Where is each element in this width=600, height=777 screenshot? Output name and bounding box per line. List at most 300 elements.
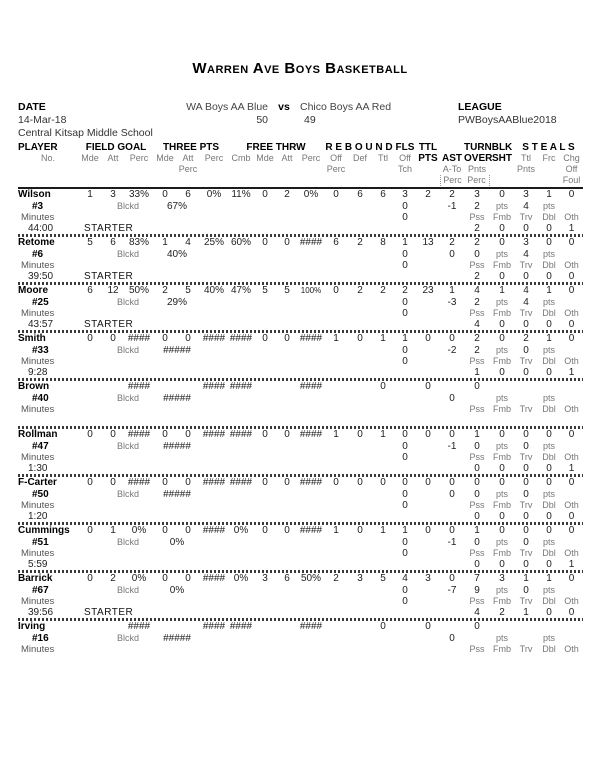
combined-perc: 11% [231, 189, 251, 200]
fg-made [78, 381, 102, 393]
blocked-label: Blckd [116, 297, 139, 307]
to-fumble-count [490, 655, 514, 666]
fouls-off: 0 [402, 537, 408, 548]
pts-unit-label: pts [542, 393, 555, 403]
tp-made: 1 [162, 237, 168, 248]
fouls-tech [394, 644, 416, 655]
to-other-count: 0 [568, 319, 575, 330]
to-pass-count: 4 [474, 319, 480, 330]
assist-to-ratio: 0 [449, 393, 455, 404]
assists [440, 381, 464, 393]
tp-att [176, 621, 200, 633]
player-row-line1 [18, 237, 583, 249]
tp-att-perc: 0% [169, 537, 185, 548]
pts-unit-label: pts [495, 489, 508, 499]
player-row-line3 [18, 212, 583, 223]
tp-made: 0 [162, 525, 168, 536]
to-fumble-label: Fmb [493, 452, 511, 462]
header-cell-mde: Mde [81, 153, 99, 163]
assist-to-ratio: -7 [447, 585, 457, 596]
combined-perc: #### [229, 477, 253, 488]
to-double-count: 0 [546, 223, 552, 234]
header-cell-cmb: Cmb [231, 153, 251, 163]
player-row-line3 [18, 404, 583, 415]
player-row-line4 [18, 271, 583, 282]
assists: 2 [449, 237, 455, 248]
blocked-shots [490, 381, 514, 393]
header-cell-mde: Mde [156, 153, 174, 163]
fouls-off [394, 633, 416, 644]
pts-unit-label: pts [495, 393, 508, 403]
player-row-line2 [18, 489, 583, 500]
to-double-count: 0 [546, 559, 552, 570]
to-travel-label: Trv [519, 452, 533, 462]
player-row-line4 [18, 511, 583, 522]
tp-made: 0 [162, 573, 168, 584]
team1-name: WA Boys AA Blue [186, 101, 268, 113]
fouls [394, 381, 416, 393]
turnovers: 7 [474, 573, 480, 584]
fouls: 0 [402, 429, 408, 440]
fg-att: 0 [110, 477, 116, 488]
ft-att: 0 [284, 237, 290, 248]
reb-off: 1 [333, 429, 339, 440]
charges: 0 [568, 333, 575, 344]
tp-perc: #### [202, 525, 226, 536]
charges: 0 [568, 477, 575, 488]
header-cell-off: Off [399, 153, 411, 163]
player-row-line1 [18, 381, 583, 393]
to-double-count: 0 [546, 367, 552, 378]
tp-perc: 40% [203, 285, 224, 296]
to-travel-count [514, 655, 538, 666]
to-pass-count [464, 415, 490, 426]
reb-off: 1 [333, 525, 339, 536]
total-points: 13 [422, 237, 434, 248]
to-double-label: Dbl [542, 452, 556, 462]
fouls-tech: 0 [402, 548, 408, 559]
to-double-label: Dbl [542, 260, 556, 270]
reb-def: 0 [357, 477, 363, 488]
charges [560, 381, 583, 393]
header-cell-att: Att [281, 153, 293, 163]
minutes-label: Minutes [21, 548, 55, 559]
date-label: DATE [18, 101, 46, 113]
steal-points: 4 [523, 249, 529, 260]
header-cell-ttl: TTL [418, 142, 438, 153]
turnover-points: 0 [474, 441, 480, 452]
tp-perc: #### [202, 381, 226, 392]
player-row-line2 [18, 585, 583, 596]
pts-unit-label: pts [542, 633, 555, 643]
assists: 0 [449, 429, 455, 440]
to-other-label: Oth [564, 212, 579, 222]
fg-made: 0 [87, 525, 93, 536]
tp-att-perc: ##### [163, 393, 191, 404]
player-row-line1 [18, 573, 583, 585]
venue: Central Kitsap Middle School [18, 127, 153, 139]
fg-made: 0 [87, 573, 93, 584]
fouls-off: 0 [402, 345, 408, 356]
to-pass-label: Pss [469, 548, 485, 558]
fouls: 0 [402, 477, 408, 488]
reb-def: 0 [357, 333, 363, 344]
to-pass-label: Pss [469, 260, 485, 270]
to-travel-count: 0 [523, 511, 529, 522]
to-double-label: Dbl [542, 644, 556, 654]
pts-unit-label: pts [542, 537, 555, 547]
fg-perc: 0% [131, 525, 147, 536]
to-fumble-count [490, 415, 514, 426]
to-pass-label: Pss [469, 212, 485, 222]
turnover-points [464, 393, 490, 404]
player-number: #16 [32, 633, 49, 644]
to-travel-count: 0 [523, 223, 529, 234]
to-other-count [560, 655, 583, 666]
turnovers: 0 [474, 621, 480, 632]
reb-off: 1 [333, 333, 339, 344]
ft-att: 0 [284, 477, 290, 488]
player-row-line4 [18, 655, 583, 666]
to-travel-label: Trv [519, 308, 533, 318]
header-row2 [18, 153, 583, 164]
minutes-value [18, 415, 78, 426]
steals-forced: 1 [546, 573, 552, 584]
date-block [18, 101, 153, 140]
header-cell-pnts: Pnts [467, 164, 486, 174]
reb-total: 0 [380, 621, 386, 632]
to-other-count: 1 [568, 367, 575, 378]
assist-to-ratio: 0 [449, 489, 455, 500]
to-double-label: Dbl [542, 404, 556, 414]
header-cell-ttl: Ttl [378, 153, 388, 163]
header-cell-three-pts: THREE PTS [162, 142, 220, 153]
turnover-points: 2 [474, 297, 480, 308]
steal-points [514, 393, 538, 404]
assist-to-ratio: -1 [447, 537, 457, 548]
to-fumble-label: Fmb [493, 548, 511, 558]
minutes-label: Minutes [21, 260, 55, 271]
pts-unit-label: pts [542, 585, 555, 595]
reb-def: 2 [357, 285, 363, 296]
fg-att [102, 381, 124, 393]
header-cell-field-goal: FIELD GOAL [85, 142, 147, 153]
fg-att: 3 [110, 189, 116, 200]
player-number: #6 [32, 249, 44, 260]
to-fumble-label: Fmb [493, 212, 511, 222]
fouls-off [394, 393, 416, 404]
player-number: #47 [32, 441, 49, 452]
to-travel-label: Trv [519, 548, 533, 558]
ft-made [254, 381, 276, 393]
league-label: LEAGUE [458, 101, 502, 113]
to-pass-label: Pss [469, 596, 485, 606]
to-fumble-count: 0 [499, 319, 505, 330]
fg-made: 0 [87, 429, 93, 440]
tp-att: 0 [185, 525, 191, 536]
pts-unit-label: pts [495, 537, 508, 547]
tp-att-perc: 0% [169, 585, 185, 596]
minutes-label: Minutes [21, 308, 55, 319]
assists: 1 [449, 285, 455, 296]
header-row4 [18, 175, 583, 186]
fg-made: 6 [87, 285, 93, 296]
tp-att-perc: ##### [163, 633, 191, 644]
blocked-shots: 0 [499, 237, 505, 248]
assists: 2 [449, 189, 455, 200]
minutes-label: Minutes [21, 596, 55, 607]
to-fumble-label: Fmb [493, 260, 511, 270]
blocked-shots: 3 [499, 573, 505, 584]
header-cell-def: Def [352, 153, 367, 163]
fg-made: 1 [87, 189, 93, 200]
pts-unit-label: pts [495, 345, 508, 355]
fouls-off: 0 [402, 585, 408, 596]
to-travel-count: 0 [523, 319, 529, 330]
player-row-line1 [18, 333, 583, 345]
starter-flag: STARTER [84, 607, 134, 618]
reb-off: 0 [333, 285, 339, 296]
ft-made: 3 [262, 573, 268, 584]
header-cell-off: Off [565, 164, 578, 174]
to-other-label: Oth [564, 548, 579, 558]
steals-forced: 1 [546, 333, 552, 344]
to-travel-label: Trv [519, 212, 533, 222]
tp-att: 0 [185, 429, 191, 440]
header-cell-ast: AST [442, 153, 462, 164]
player-number: #40 [32, 393, 49, 404]
header-cell-perc: Perc [440, 175, 464, 186]
header-cell-mde: Mde [256, 153, 274, 163]
player-row-line4 [18, 319, 583, 330]
assists: 0 [449, 477, 455, 488]
total-points: 23 [422, 285, 434, 296]
to-double-count: 0 [546, 319, 552, 330]
vs-label: vs [278, 101, 290, 113]
steals-total: 1 [523, 573, 529, 584]
tp-made: 0 [162, 333, 168, 344]
steals-forced: 1 [546, 189, 552, 200]
header-cell-sht: SHT [492, 153, 512, 164]
fouls-tech: 0 [402, 308, 408, 319]
player-row-line3 [18, 260, 583, 271]
fouls-tech: 0 [402, 500, 408, 511]
reb-def: 2 [357, 237, 363, 248]
player-row-line4 [18, 559, 583, 570]
pts-unit-label: pts [542, 441, 555, 451]
reb-off: 0 [333, 189, 339, 200]
to-other-count: 0 [568, 607, 575, 618]
fouls-off: 0 [402, 297, 408, 308]
player-row-line1 [18, 285, 583, 297]
player-name: Cummings [18, 525, 70, 536]
to-fumble-label: Fmb [493, 500, 511, 510]
steal-points: 0 [523, 585, 529, 596]
ft-perc: #### [299, 477, 323, 488]
player-row-line2 [18, 537, 583, 548]
to-double-count: 0 [546, 271, 552, 282]
reb-def [348, 381, 372, 393]
fouls-off: 0 [402, 201, 408, 212]
to-travel-label: Trv [519, 404, 533, 414]
turnovers: 4 [474, 285, 480, 296]
blocked-shots: 0 [499, 477, 505, 488]
header-cell-pts: PTS [418, 153, 438, 164]
header-cell-perc: Perc [204, 153, 224, 163]
player-row-line4 [18, 607, 583, 618]
player-row-line1 [18, 429, 583, 441]
to-other-count: 1 [568, 463, 575, 474]
ft-perc: #### [299, 525, 323, 536]
pts-unit-label: pts [542, 249, 555, 259]
tp-perc: #### [202, 429, 226, 440]
fg-att: 0 [110, 333, 116, 344]
to-double-count: 0 [546, 607, 552, 618]
steals-total [514, 381, 538, 393]
turnovers: 2 [474, 333, 480, 344]
to-travel-count: 0 [523, 559, 529, 570]
player-number: #67 [32, 585, 49, 596]
to-pass-label: Pss [469, 500, 485, 510]
steals-forced: 0 [546, 429, 552, 440]
steal-points [514, 633, 538, 644]
tp-att: 0 [185, 477, 191, 488]
turnover-points: 2 [474, 345, 480, 356]
tp-made: 0 [162, 477, 168, 488]
to-fumble-label: Fmb [493, 644, 511, 654]
fg-perc: 50% [128, 285, 149, 296]
player-row-line4 [18, 223, 583, 234]
ft-perc: #### [299, 621, 323, 632]
assists: 0 [449, 525, 455, 536]
to-pass-label: Pss [469, 308, 485, 318]
ft-made: 0 [262, 477, 268, 488]
to-double-label: Dbl [542, 548, 556, 558]
blocked-shots: 0 [499, 189, 505, 200]
charges: 0 [568, 237, 575, 248]
blocked-label: Blckd [116, 633, 139, 643]
steal-points: 0 [523, 537, 529, 548]
minutes-value: 1:30 [28, 463, 48, 474]
fouls: 1 [402, 237, 408, 248]
turnovers: 2 [474, 237, 480, 248]
to-other-count: 1 [568, 223, 575, 234]
to-other-label: Oth [564, 596, 579, 606]
reb-total: 0 [380, 381, 386, 392]
steals-total: 0 [523, 477, 529, 488]
minutes-value: 44:00 [28, 223, 54, 234]
tp-att-perc: 40% [166, 249, 187, 260]
fg-att: 1 [110, 525, 116, 536]
fouls: 1 [402, 333, 408, 344]
player-row-line3 [18, 356, 583, 367]
player-row-line2 [18, 297, 583, 308]
to-travel-count: 1 [523, 607, 529, 618]
blocked-label: Blckd [116, 393, 139, 403]
turnovers: 1 [474, 429, 480, 440]
to-double-count [538, 415, 560, 426]
header-cell-a-to: A-To [442, 164, 462, 174]
tp-perc: #### [202, 333, 226, 344]
pts-unit-label: pts [495, 249, 508, 259]
header-cell-chg: Chg [563, 153, 580, 163]
player-row-line4 [18, 463, 583, 474]
pts-unit-label: pts [495, 633, 508, 643]
player-name: Retome [18, 237, 55, 248]
steal-points: 0 [523, 441, 529, 452]
player-row-line3 [18, 500, 583, 511]
assists: 0 [449, 573, 455, 584]
team1-score: 50 [256, 114, 268, 126]
header-cell-blk: BLK [491, 142, 513, 153]
ft-made: 0 [262, 525, 268, 536]
ft-perc: #### [299, 429, 323, 440]
tp-made: 0 [162, 189, 168, 200]
player-name: Smith [18, 333, 46, 344]
reb-total: 5 [380, 573, 386, 584]
fg-att: 0 [110, 429, 116, 440]
steals-total: 0 [523, 429, 529, 440]
ft-att [276, 381, 298, 393]
to-other-count: 0 [568, 271, 575, 282]
steals-total: 3 [523, 189, 529, 200]
ft-att: 0 [284, 429, 290, 440]
minutes-value: 39:50 [28, 271, 54, 282]
tp-att: 0 [185, 573, 191, 584]
steals-total: 2 [523, 333, 529, 344]
combined-perc: #### [229, 621, 253, 632]
stats-table [18, 142, 583, 666]
header-cell-no-: No. [40, 153, 55, 163]
header-cell-perc: Perc [464, 175, 490, 186]
turnovers: 3 [474, 189, 480, 200]
minutes-label: Minutes [21, 356, 55, 367]
to-other-label: Oth [564, 356, 579, 366]
league-value: PWBoysAABlue2018 [458, 114, 557, 126]
reb-total: 6 [380, 189, 386, 200]
ft-made: 0 [262, 189, 268, 200]
tp-perc: #### [202, 573, 226, 584]
tp-att-perc: 67% [166, 201, 187, 212]
assists: 0 [449, 333, 455, 344]
ft-att: 6 [284, 573, 290, 584]
blocked-shots: 0 [499, 525, 505, 536]
minutes-value: 43:57 [28, 319, 54, 330]
reb-total: 1 [380, 525, 386, 536]
steals-forced: 0 [546, 525, 552, 536]
player-row-line1 [18, 189, 583, 201]
tp-att: 5 [185, 285, 191, 296]
to-pass-label: Pss [469, 404, 485, 414]
minutes-label: Minutes [21, 644, 55, 655]
header-cell-perc: Perc [178, 164, 198, 174]
fouls [394, 621, 416, 633]
player-number: #33 [32, 345, 49, 356]
blocked-label: Blckd [116, 585, 139, 595]
player-name: F-Carter [18, 477, 57, 488]
fouls-tech: 0 [402, 452, 408, 463]
to-fumble-count: 2 [499, 607, 505, 618]
tp-perc: 0% [206, 189, 222, 200]
tp-made: 0 [162, 429, 168, 440]
tp-att: 4 [185, 237, 191, 248]
header-cell-foul: Foul [562, 175, 581, 185]
to-pass-count: 0 [474, 511, 480, 522]
to-fumble-count: 0 [499, 271, 505, 282]
header-cell-off: Off [330, 153, 342, 163]
to-double-label: Dbl [542, 356, 556, 366]
to-pass-label: Pss [469, 644, 485, 654]
